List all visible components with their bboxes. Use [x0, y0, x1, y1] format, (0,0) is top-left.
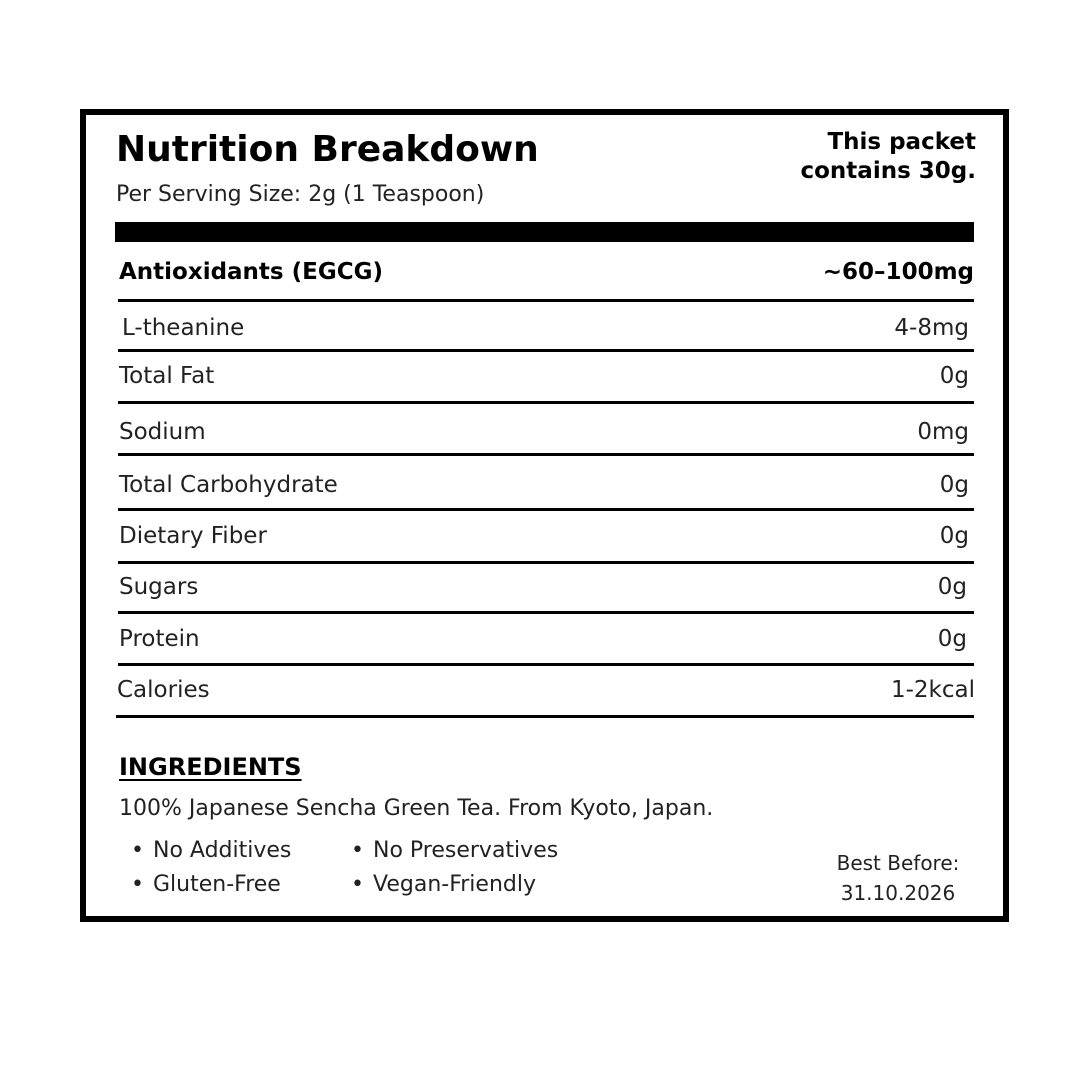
feature-item [351, 868, 558, 902]
nutrient-row-total-carbohydrate [118, 467, 974, 503]
label-title: Nutrition Breakdown [116, 129, 539, 170]
bullet-icon: • [131, 838, 144, 863]
packet-line-2: contains 30g. [800, 158, 976, 184]
nutrient-value: 0mg [917, 419, 969, 445]
bullet-icon: • [131, 872, 144, 897]
best-before-label: Best Before: [836, 851, 960, 875]
nutrient-value: 0g [939, 523, 969, 549]
bullet-icon: • [351, 872, 364, 897]
row-divider [118, 508, 974, 511]
nutrient-name: Total Fat [119, 363, 215, 389]
nutrient-value: 0g [937, 626, 967, 652]
best-before [808, 848, 988, 908]
feature-item [131, 834, 291, 868]
feature-label: Gluten-Free [153, 872, 281, 897]
feature-list-right [351, 834, 558, 902]
serving-size: Per Serving Size: 2g (1 Teaspoon) [116, 182, 485, 207]
row-divider [118, 663, 974, 666]
nutrient-name: Sugars [119, 574, 199, 600]
best-before-date: 31.10.2026 [840, 881, 956, 905]
ingredients-description: 100% Japanese Sencha Green Tea. From Kyoto, Japan. [119, 796, 714, 821]
nutrient-value: 0g [937, 574, 967, 600]
nutrient-row-protein [118, 621, 974, 657]
row-divider [118, 299, 974, 302]
nutrient-value: 1-2kcal [890, 677, 975, 703]
feature-item [131, 868, 291, 902]
feature-label: No Preservatives [373, 838, 559, 863]
row-divider [118, 453, 974, 456]
feature-list-left [131, 834, 291, 902]
nutrient-name: Sodium [119, 419, 206, 445]
nutrient-row-total-fat [118, 358, 974, 394]
packet-contents [736, 128, 976, 186]
nutrient-row-l-theanine [118, 310, 974, 346]
header-divider-bar [115, 222, 974, 242]
row-divider [118, 561, 974, 564]
nutrient-value: ~60–100mg [822, 259, 974, 285]
nutrient-name: Calories [117, 677, 210, 703]
nutrient-value: 4-8mg [894, 315, 969, 341]
feature-item [351, 834, 558, 868]
nutrient-name: L-theanine [122, 315, 245, 341]
nutrient-row-antioxidants [118, 253, 974, 291]
bullet-icon: • [351, 838, 364, 863]
feature-label: No Additives [153, 838, 292, 863]
nutrient-row-calories [116, 672, 975, 708]
nutrient-value: 0g [939, 472, 969, 498]
row-divider [118, 349, 974, 352]
nutrient-name: Total Carbohydrate [119, 472, 338, 498]
nutrient-row-sodium [118, 414, 974, 450]
nutrient-name: Protein [119, 626, 200, 652]
feature-label: Vegan-Friendly [373, 872, 536, 897]
nutrient-name: Dietary Fiber [119, 523, 267, 549]
nutrient-row-sugars [118, 569, 974, 605]
nutrient-name: Antioxidants (EGCG) [119, 259, 383, 285]
nutrient-row-dietary-fiber [118, 518, 974, 554]
nutrient-value: 0g [939, 363, 969, 389]
packet-line-1: This packet [827, 129, 976, 155]
row-divider [116, 715, 974, 718]
ingredients-heading: INGREDIENTS [119, 753, 302, 781]
row-divider [118, 401, 974, 404]
row-divider [118, 611, 974, 614]
